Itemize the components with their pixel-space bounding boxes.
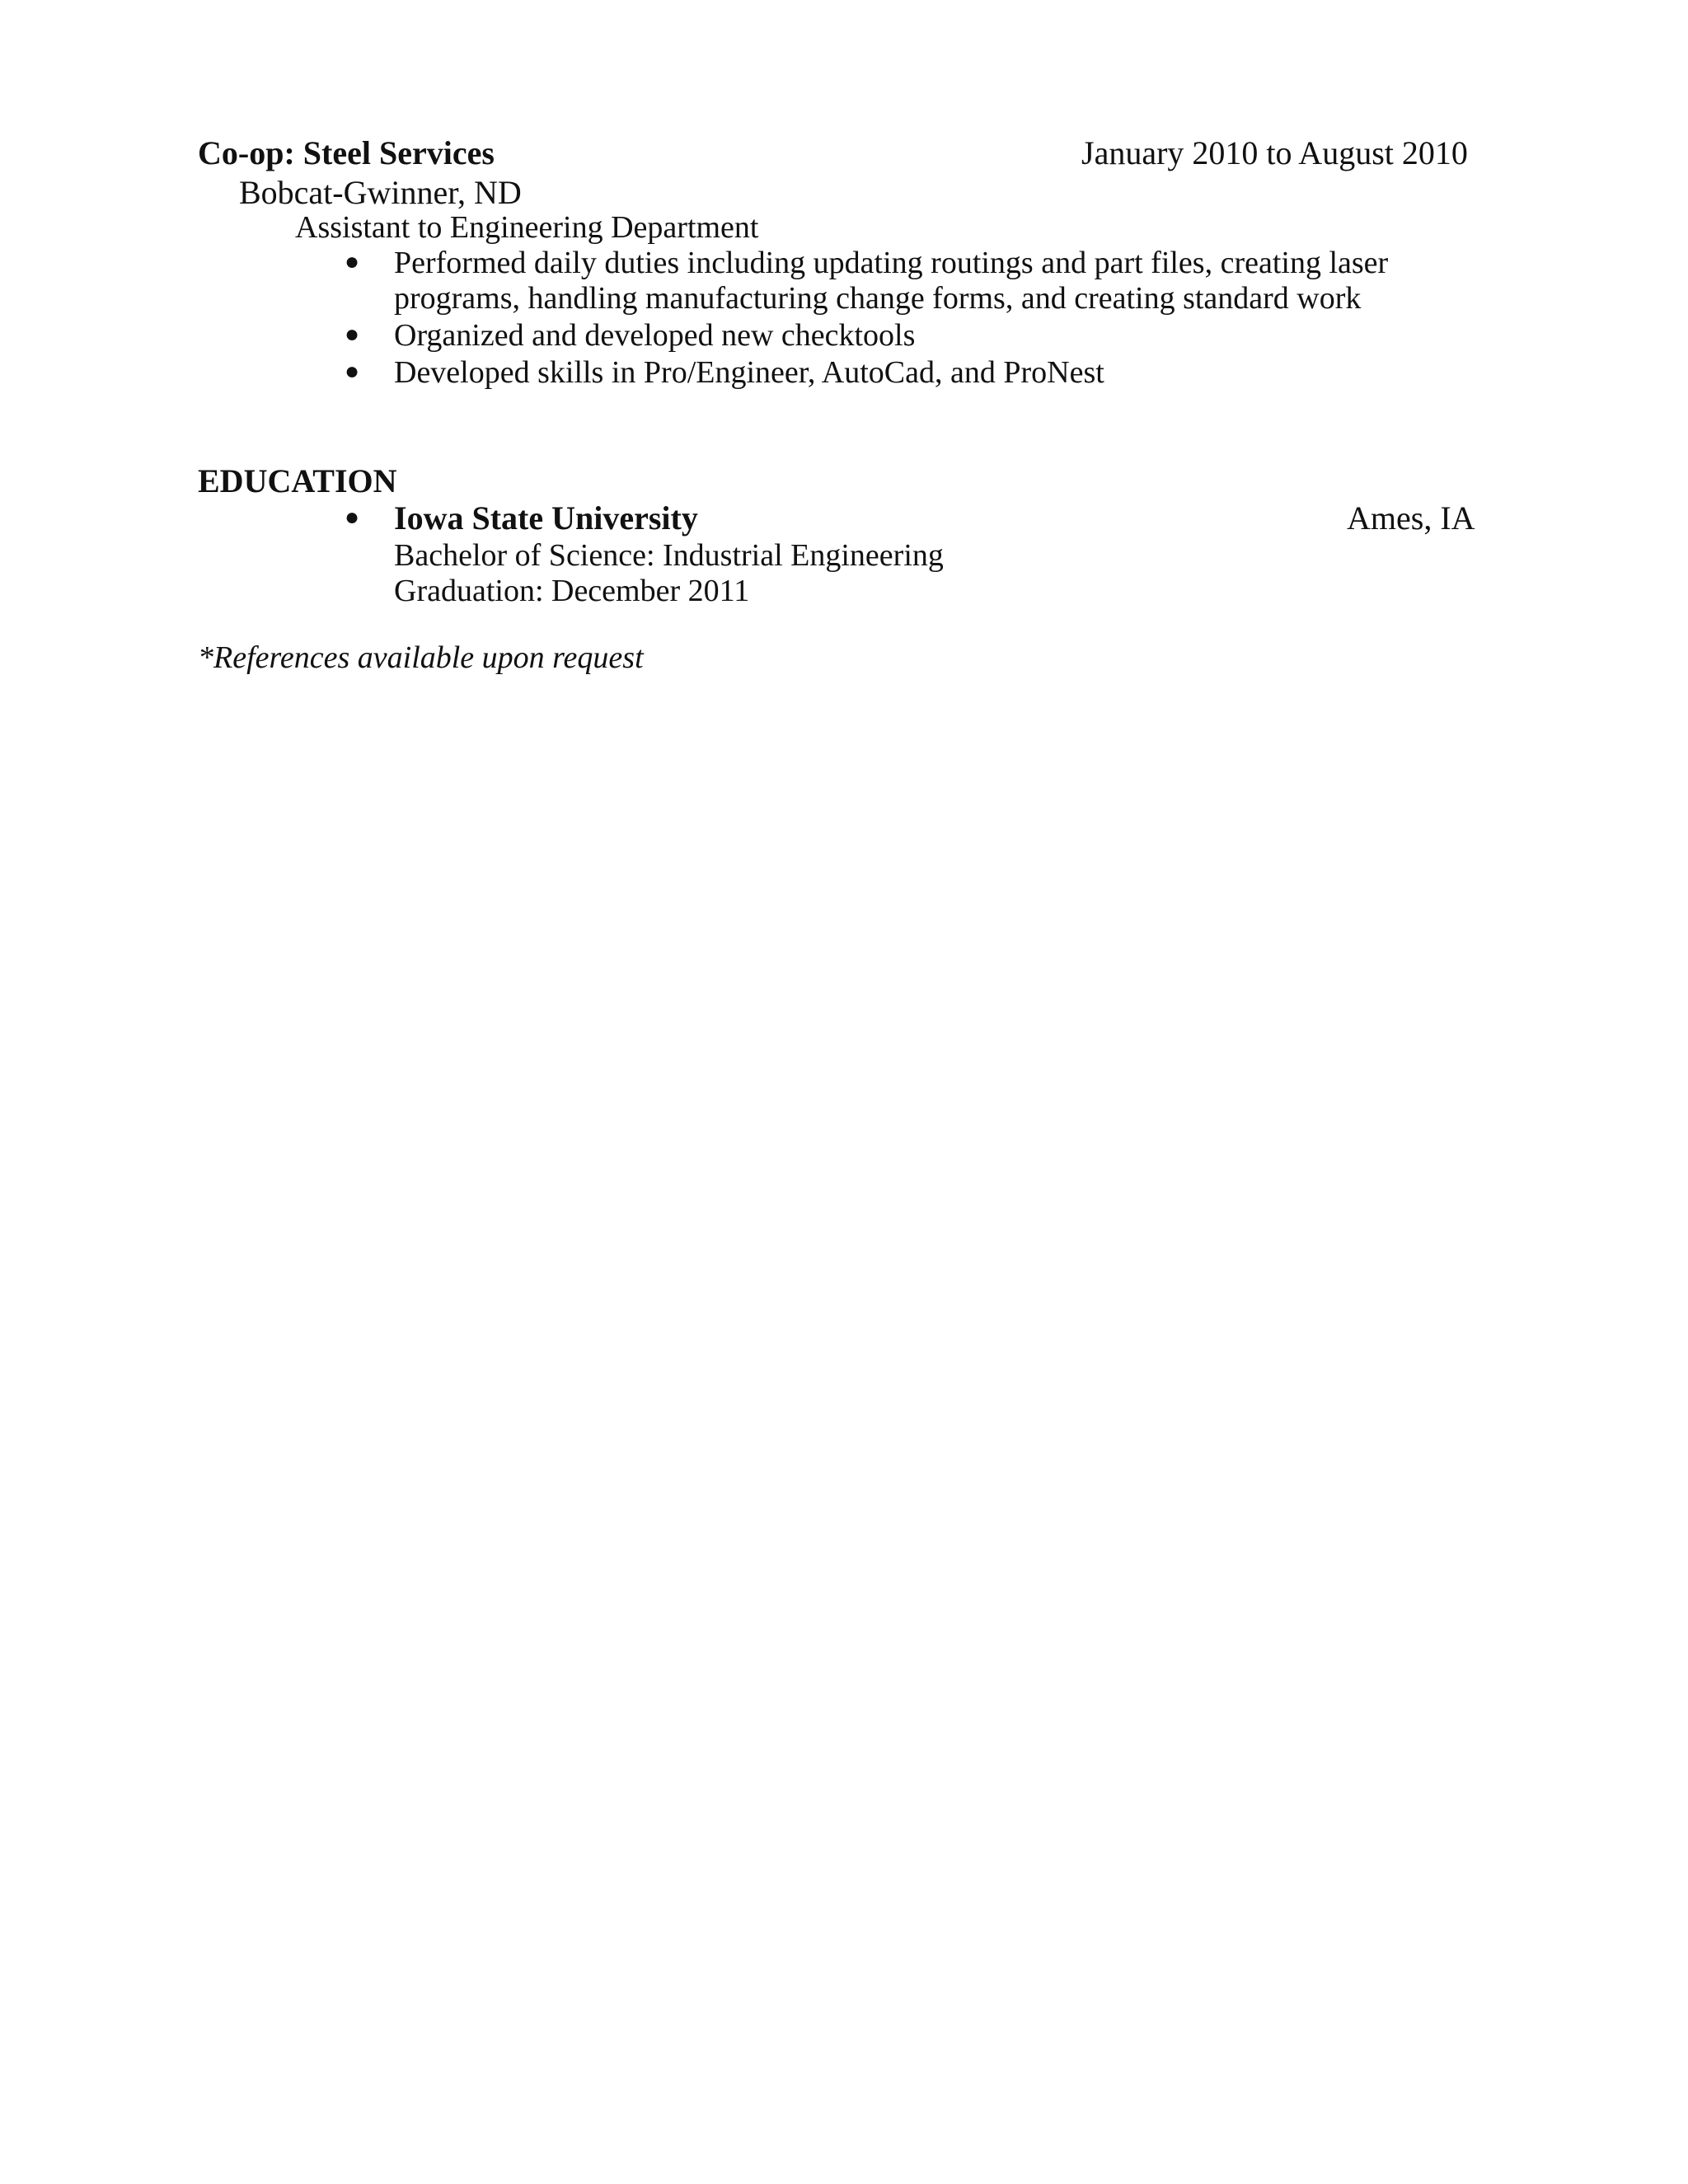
school-location: Ames, IA — [1347, 499, 1475, 537]
job-bullet-2: Organized and developed new checktools — [394, 318, 916, 353]
job-dates: January 2010 to August 2010 — [1081, 134, 1468, 171]
degree: Bachelor of Science: Industrial Engineering — [394, 538, 944, 573]
job-bullet-1-line-1: Performed daily duties including updating routings and part files, creating laser — [394, 246, 1389, 280]
bullet-marker: ● — [345, 321, 360, 348]
education-heading: EDUCATION — [198, 462, 397, 499]
company-location: Bobcat-Gwinner, ND — [239, 174, 522, 211]
references-note: *References available upon request — [198, 640, 644, 675]
school-name: Iowa State University — [394, 499, 698, 537]
bullet-marker: ● — [345, 248, 360, 275]
graduation-date: Graduation: December 2011 — [394, 574, 750, 608]
job-role: Assistant to Engineering Department — [295, 210, 759, 245]
job-title: Co-op: Steel Services — [198, 134, 495, 171]
job-bullet-3: Developed skills in Pro/Engineer, AutoCad, and ProNest — [394, 355, 1104, 390]
bullet-marker: ● — [345, 504, 360, 531]
job-bullet-1-line-2: programs, handling manufacturing change forms, and creating standard work — [394, 281, 1362, 316]
bullet-marker: ● — [345, 358, 360, 385]
